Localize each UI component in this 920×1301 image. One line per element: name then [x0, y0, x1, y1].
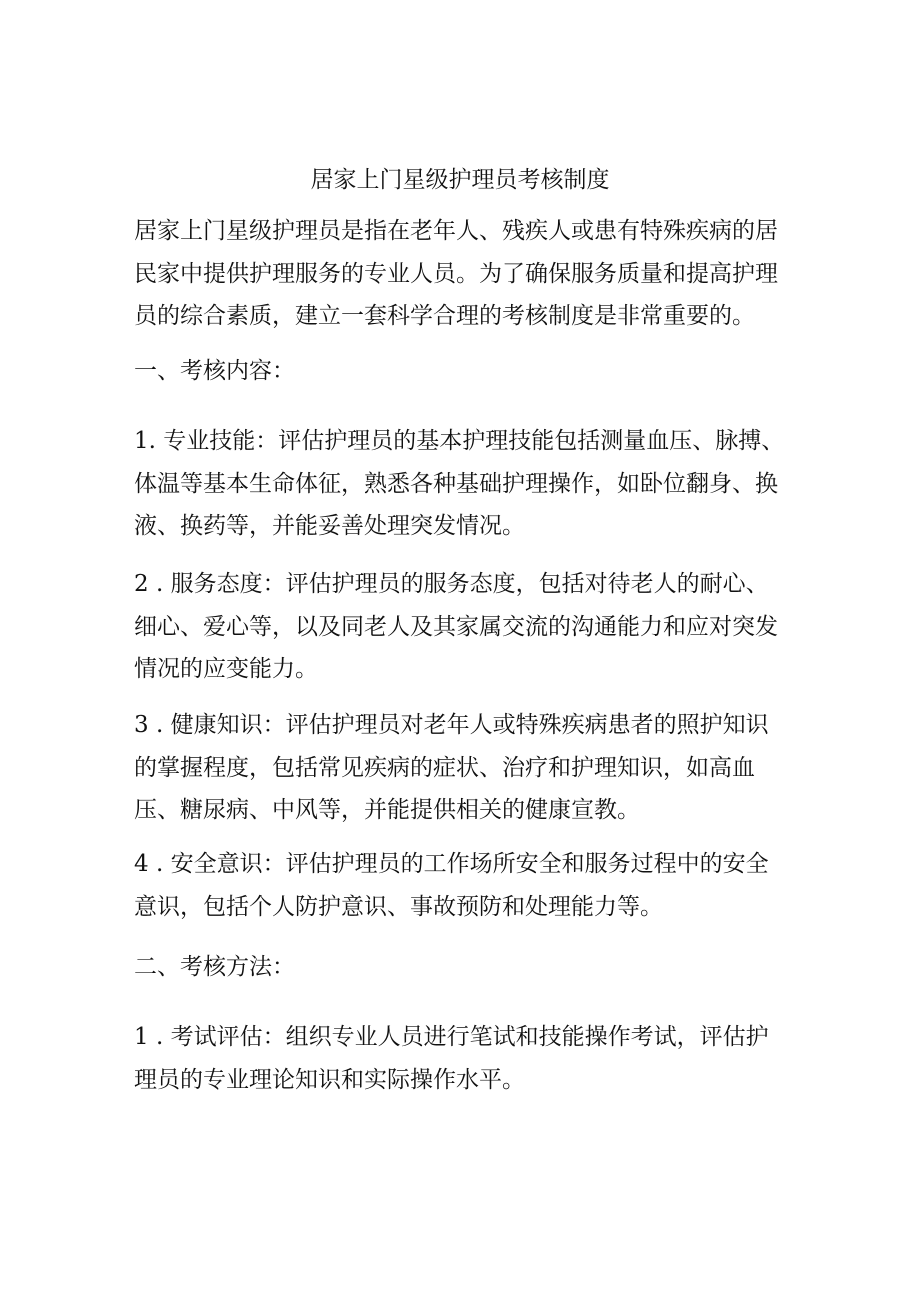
item-2-line-2: 细心、爱心等，以及同老人及其家属交流的沟通能力和应对突发	[134, 613, 778, 640]
section-heading-2: 二、考核方法：	[134, 954, 295, 980]
item-1-line-1: 1. 专业技能：评估护理员的基本护理技能包括测量血压、脉搏、	[134, 428, 785, 454]
document-title: 居家上门星级护理员考核制度	[310, 167, 610, 193]
section-heading-content	[134, 350, 794, 393]
item-4-line-2: 意识，包括个人防护意识、事故预防和处理能力等。	[134, 893, 663, 920]
item-3-line-3: 压、糖尿病、中风等，并能提供相关的健康宣教。	[134, 797, 640, 823]
intro-line-3: 员的综合素质，建立一套科学合理的考核制度是非常重要的。	[134, 303, 755, 329]
item-professional-skills	[134, 420, 794, 548]
item-3-line-1: 3 . 健康知识：评估护理员对老年人或特殊疾病患者的照护知识	[134, 712, 769, 738]
item-1-line-2: 体温等基本生命体征，熟悉各种基础护理操作，如卧位翻身、换	[134, 470, 778, 497]
item-safety-awareness	[134, 843, 794, 928]
method-1-line-2: 理员的专业理论知识和实际操作水平。	[134, 1066, 525, 1093]
item-3-line-2: 的掌握程度，包括常见疾病的症状、治疗和护理知识，如高血	[134, 754, 755, 781]
method-1-line-1: 1 . 考试评估：组织专业人员进行笔试和技能操作考试，评估护	[134, 1024, 769, 1050]
item-4-line-1: 4 . 安全意识：评估护理员的工作场所安全和服务过程中的安全	[134, 851, 769, 877]
item-1-line-3: 液、换药等，并能妥善处理突发情况。	[134, 513, 525, 539]
item-2-line-3: 情况的应变能力。	[134, 656, 318, 682]
item-2-line-1: 2 . 服务态度：评估护理员的服务态度，包括对待老人的耐心、	[134, 571, 769, 597]
intro-line-1: 居家上门星级护理员是指在老年人、残疾人或患有特殊疾病的居	[134, 218, 778, 244]
section-heading-methods	[134, 946, 794, 989]
section-heading-1: 一、考核内容：	[134, 358, 295, 384]
item-health-knowledge	[134, 704, 794, 832]
intro-paragraph	[134, 210, 794, 338]
intro-line-2: 民家中提供护理服务的专业人员。为了确保服务质量和提高护理	[134, 260, 778, 287]
item-service-attitude	[134, 563, 794, 691]
item-exam-evaluation	[134, 1016, 794, 1101]
